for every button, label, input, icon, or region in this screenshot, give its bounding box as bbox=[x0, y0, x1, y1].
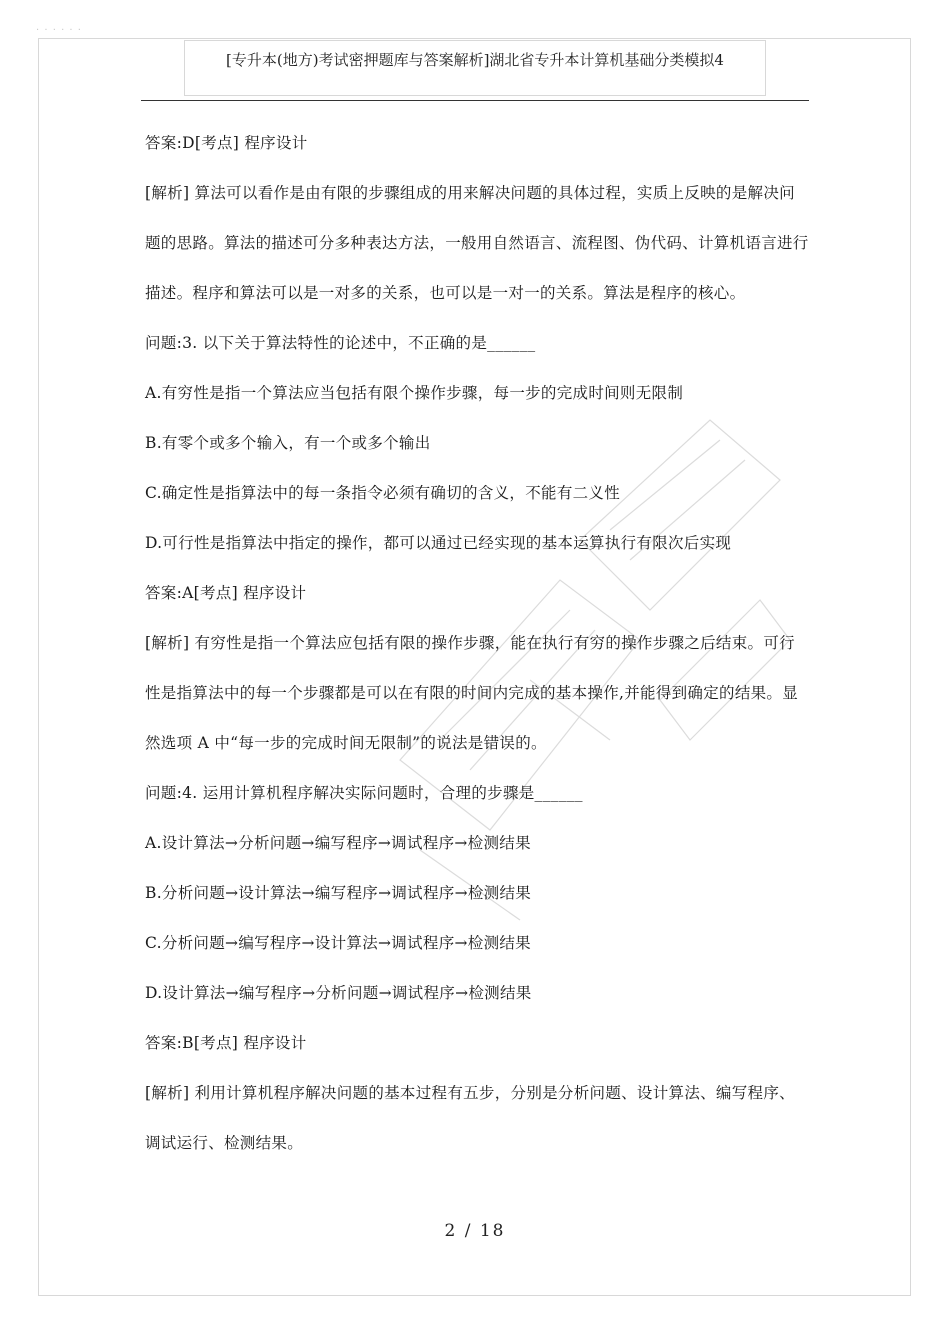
answer-line: 答案:D[考点] 程序设计 bbox=[145, 134, 308, 152]
explanation-paragraph: [解析] 算法可以看作是由有限的步骤组成的用来解决问题的具体过程，实质上反映的是解决问题的思路。算法的描述可分多种表达方法，一般用自然语言、流程图、伪代码、计算机语言进行描述。程序和算法可以是一对多的关系，也可以是一对一的关系。算法是程序的核心。 bbox=[145, 184, 809, 302]
question-3-option-a: A.有穷性是指一个算法应当包括有限个操作步骤，每一步的完成时间则无限制 bbox=[145, 384, 684, 402]
question-3-option-c: C.确定性是指算法中的每一条指令必须有确切的含义，不能有二义性 bbox=[145, 484, 621, 502]
question-4-answer: 答案:B[考点] 程序设计 bbox=[145, 1034, 307, 1052]
question-3-explanation: [解析] 有穷性是指一个算法应包括有限的操作步骤，能在执行有穷的操作步骤之后结束。可行性是指算法中的每一个步骤都是可以在有限的时间内完成的基本操作,并能得到确定的结果。显然选项 A 中“每一步的完成时间无限制”的说法是错误的。 bbox=[145, 634, 799, 752]
question-4: 问题:4. 运用计算机程序解决实际问题时，合理的步骤是______ bbox=[145, 784, 583, 802]
question-3: 问题:3. 以下关于算法特性的论述中，不正确的是______ bbox=[145, 334, 536, 352]
document-title: [专升本(地方)考试密押题库与答案解析]湖北省专升本计算机基础分类模拟4 bbox=[226, 51, 724, 69]
question-3-option-b: B.有零个或多个输入，有一个或多个输出 bbox=[145, 434, 431, 452]
question-4-option-a: A.设计算法→分析问题→编写程序→调试程序→检测结果 bbox=[145, 834, 531, 852]
question-3-option-d: D.可行性是指算法中指定的操作，都可以通过已经实现的基本运算执行有限次后实现 bbox=[145, 534, 732, 552]
question-4-explanation: [解析] 利用计算机程序解决问题的基本过程有五步，分别是分析问题、设计算法、编写程序、调试运行、检测结果。 bbox=[145, 1084, 795, 1152]
question-3-answer: 答案:A[考点] 程序设计 bbox=[145, 584, 307, 602]
question-4-option-c: C.分析问题→编写程序→设计算法→调试程序→检测结果 bbox=[145, 934, 531, 952]
page-number: 2 / 18 bbox=[444, 1221, 506, 1241]
document-header bbox=[184, 40, 766, 96]
header-divider bbox=[141, 100, 809, 101]
question-4-option-d: D.设计算法→编写程序→分析问题→调试程序→检测结果 bbox=[145, 984, 532, 1002]
corner-mark: · · · · · · bbox=[36, 25, 82, 36]
document-body bbox=[145, 118, 809, 1168]
question-4-option-b: B.分析问题→设计算法→编写程序→调试程序→检测结果 bbox=[145, 884, 532, 902]
